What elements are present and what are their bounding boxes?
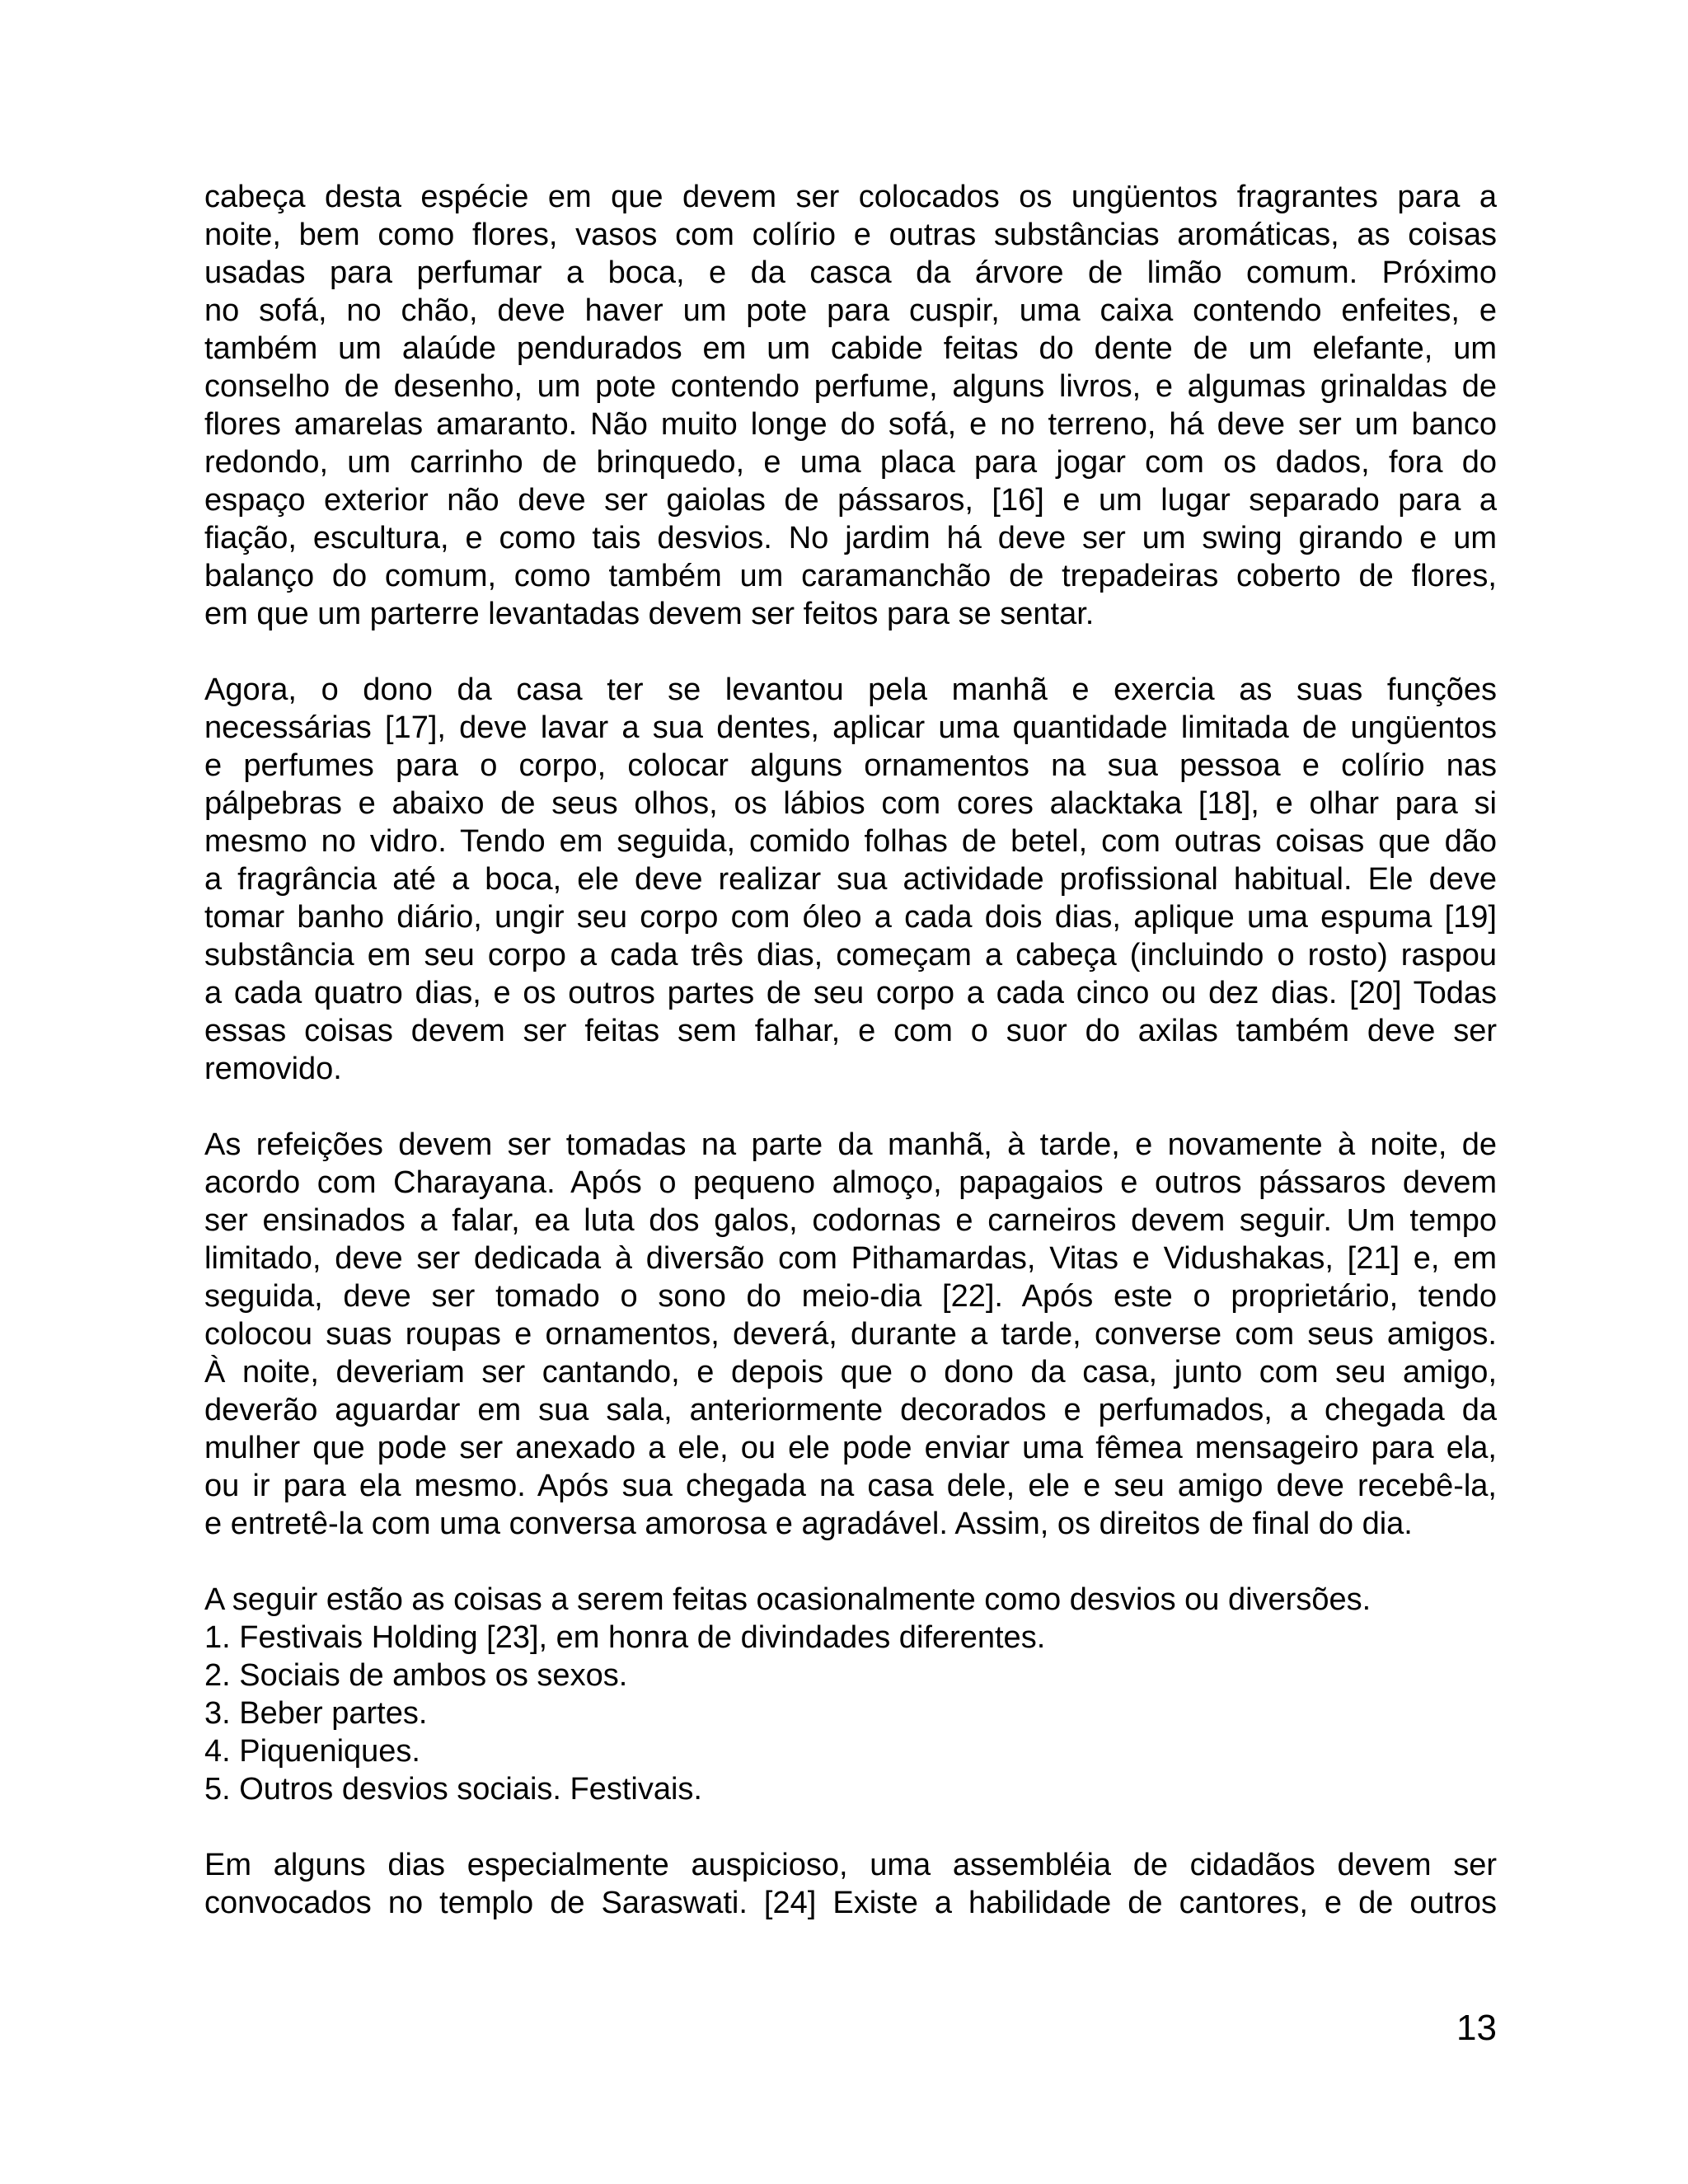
text-line: em que um parterre levantadas devem ser feitos para se sentar. bbox=[204, 597, 1095, 631]
list-intro: A seguir estão as coisas a serem feitas ocasionalmente como desvios ou diversões. bbox=[204, 1582, 1372, 1617]
text-line: mesmo no vidro. Tendo em seguida, comido folhas de betel, com outras coisas que dão bbox=[204, 824, 1497, 859]
paragraph-3 bbox=[204, 1126, 1497, 1543]
text-line: pálpebras e abaixo de seus olhos, os lábios com cores alacktaka [18], e olhar para si bbox=[204, 786, 1497, 821]
paragraph-1 bbox=[204, 178, 1497, 633]
text-line: ou ir para ela mesmo. Após sua chegada na casa dele, ele e seu amigo deve recebê-la, bbox=[204, 1469, 1497, 1503]
text-line: deverão aguardar em sua sala, anteriormente decorados e perfumados, a chegada da bbox=[204, 1393, 1497, 1427]
text-line: também um alaúde pendurados em um cabide feitas do dente de um elefante, um bbox=[204, 331, 1497, 366]
text-line: a fragrância até a boca, ele deve realizar sua actividade profissional habitual. Ele deve bbox=[204, 862, 1497, 897]
text-line: fiação, escultura, e como tais desvios. No jardim há deve ser um swing girando e um bbox=[204, 521, 1497, 555]
text-line: acordo com Charayana. Após o pequeno almoço, papagaios e outros pássaros devem bbox=[204, 1165, 1497, 1200]
text-line: convocados no templo de Saraswati. [24] Existe a habilidade de cantores, e de outros bbox=[204, 1886, 1497, 1920]
text-line: removido. bbox=[204, 1052, 342, 1086]
paragraph-final bbox=[204, 1846, 1497, 1922]
text-line: espaço exterior não deve ser gaiolas de pássaros, [16] e um lugar separado para a bbox=[204, 483, 1497, 518]
text-line: tomar banho diário, ungir seu corpo com óleo a cada dois dias, aplique uma espuma [19] bbox=[204, 900, 1497, 935]
text-line: conselho de desenho, um pote contendo perfume, alguns livros, e algumas grinaldas de bbox=[204, 369, 1497, 404]
paragraph-2 bbox=[204, 671, 1497, 1088]
list-item: 1. Festivais Holding [23], em honra de divindades diferentes. bbox=[204, 1620, 1046, 1655]
text-line: mulher que pode ser anexado a ele, ou ele pode enviar uma fêmea mensageiro para ela, bbox=[204, 1431, 1497, 1465]
text-line: essas coisas devem ser feitas sem falhar, e com o suor do axilas também deve ser bbox=[204, 1014, 1497, 1048]
text-line: cabeça desta espécie em que devem ser colocados os ungüentos fragrantes para a bbox=[204, 180, 1497, 214]
text-line: ser ensinados a falar, ea luta dos galos, codornas e carneiros devem seguir. Um tempo bbox=[204, 1203, 1497, 1238]
list-item: 4. Piqueniques. bbox=[204, 1734, 420, 1769]
text-line: no sofá, no chão, deve haver um pote para cuspir, uma caixa contendo enfeites, e bbox=[204, 293, 1497, 328]
text-line: substância em seu corpo a cada três dias, começam a cabeça (incluindo o rosto) raspou bbox=[204, 938, 1497, 972]
text-line: seguida, deve ser tomado o sono do meio-dia [22]. Após este o proprietário, tendo bbox=[204, 1279, 1497, 1314]
page-number: 13 bbox=[1456, 2008, 1497, 2048]
text-line: colocou suas roupas e ornamentos, deverá, durante a tarde, converse com seus amigos. bbox=[204, 1317, 1497, 1352]
list-item: 5. Outros desvios sociais. Festivais. bbox=[204, 1772, 702, 1807]
text-line: flores amarelas amaranto. Não muito longe do sofá, e no terreno, há deve ser um banco bbox=[204, 407, 1497, 442]
text-line: Em alguns dias especialmente auspicioso, uma assembléia de cidadãos devem ser bbox=[204, 1848, 1497, 1882]
list-item: 2. Sociais de ambos os sexos. bbox=[204, 1658, 628, 1693]
text-line: e entretê-la com uma conversa amorosa e agradável. Assim, os direitos de final do dia. bbox=[204, 1507, 1413, 1541]
body-text bbox=[204, 178, 1497, 1960]
text-line: e perfumes para o corpo, colocar alguns ornamentos na sua pessoa e colírio nas bbox=[204, 748, 1497, 783]
list-item: 3. Beber partes. bbox=[204, 1696, 428, 1731]
text-line: As refeições devem ser tomadas na parte da manhã, à tarde, e novamente à noite, de bbox=[204, 1127, 1497, 1162]
text-line: balanço do comum, como também um caramanchão de trepadeiras coberto de flores, bbox=[204, 559, 1497, 593]
text-line: usadas para perfumar a boca, e da casca da árvore de limão comum. Próximo bbox=[204, 255, 1497, 290]
diversions-list bbox=[204, 1581, 1497, 1808]
text-line: À noite, deveriam ser cantando, e depois que o dono da casa, junto com seu amigo, bbox=[204, 1355, 1497, 1390]
text-line: redondo, um carrinho de brinquedo, e uma placa para jogar com os dados, fora do bbox=[204, 445, 1497, 480]
text-line: noite, bem como flores, vasos com colírio e outras substâncias aromáticas, as coisas bbox=[204, 218, 1497, 252]
text-line: limitado, deve ser dedicada à diversão com Pithamardas, Vitas e Vidushakas, [21] e, em bbox=[204, 1241, 1497, 1276]
text-line: Agora, o dono da casa ter se levantou pela manhã e exercia as suas funções bbox=[204, 673, 1497, 707]
text-line: a cada quatro dias, e os outros partes de seu corpo a cada cinco ou dez dias. [20] Todas bbox=[204, 976, 1497, 1010]
text-line: necessárias [17], deve lavar a sua dentes, aplicar uma quantidade limitada de ungüentos bbox=[204, 710, 1497, 745]
